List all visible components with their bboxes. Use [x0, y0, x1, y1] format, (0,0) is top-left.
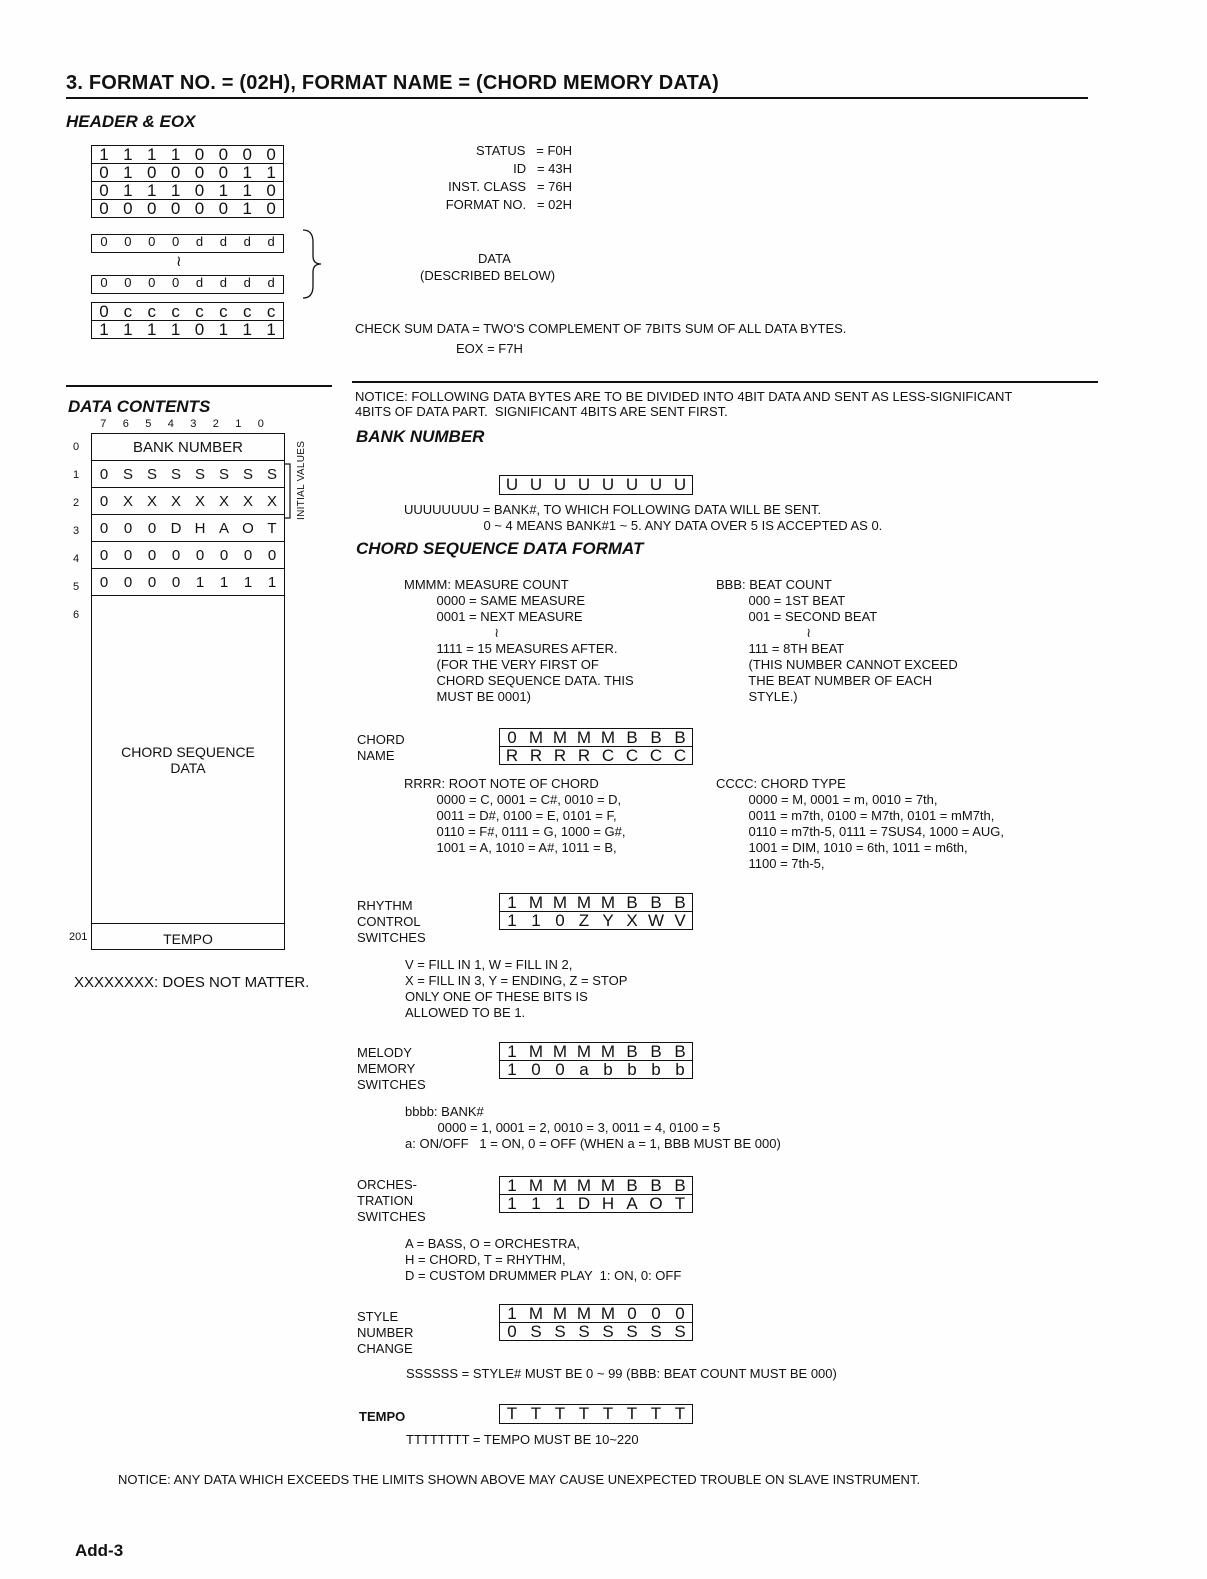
bit-cell: 0 — [194, 320, 205, 339]
bit-cell: 0 — [218, 145, 229, 164]
eox-label: EOX = F7H — [456, 341, 523, 356]
bit-cell: B — [674, 893, 686, 912]
bit-cell: M — [600, 1176, 616, 1195]
bit-cell: V — [674, 911, 686, 930]
chord-sequence-cell — [92, 596, 284, 924]
bit-cell: 0 — [170, 199, 181, 218]
chord-type-desc: CCCC: CHORD TYPE 0000 = M, 0001 = m, 0010 = 7th, 0011 = m7th, 0100 = M7th, 0101 = mM7th, 0110 = m7th-5, 0111 = 7SUS4, 1000 = AUG, 1001 = DIM, 1010 = 6th, 1011 = m6th, 1100 = 7th-5, — [716, 776, 1004, 871]
bit-cell: 1 — [146, 145, 157, 164]
data-row — [92, 569, 284, 596]
bit-cell: 0 — [99, 163, 109, 182]
bit-cell: 1 — [531, 911, 541, 930]
tempo-label: TEMPO — [359, 1409, 406, 1424]
bank-desc: UUUUUUUU = BANK#, TO WHICH FOLLOWING DATA WILL BE SENT. 0 ~ 4 MEANS BANK#1 ~ 5. ANY DATA OVER 5 IS ACCEPTED AS 0. — [404, 502, 883, 533]
bit-cell: 0 — [194, 181, 205, 200]
bit-cell: S — [242, 465, 253, 483]
rhythm-label: RHYTHM CONTROL SWITCHES — [357, 898, 426, 945]
row-num: 0 — [73, 441, 80, 453]
bit-cell: 1 — [507, 1194, 517, 1213]
bit-cell: S — [266, 465, 277, 483]
bit-cell: 1 — [507, 911, 517, 930]
bit-cell: M — [552, 1042, 568, 1061]
bit-cell: b — [675, 1060, 685, 1079]
bit-cell: 1 — [507, 893, 517, 912]
bit-cell: S — [602, 1322, 614, 1341]
bit-cell: U — [505, 475, 519, 494]
inst-class-label: INST. CLASS = 76H — [448, 179, 572, 194]
bit-cell: B — [650, 728, 662, 747]
bit-cell: R — [529, 746, 543, 765]
data-row — [92, 542, 284, 569]
beat-count-desc: BBB: BEAT COUNT 000 = 1ST BEAT 001 = SECOND BEAT ≀ 111 = 8TH BEAT (THIS NUMBER CANNOT EXCEED THE BEAT NUMBER OF EACH STYLE.) — [716, 577, 958, 704]
bit-cell: 0 — [555, 911, 565, 930]
bit-cell: M — [552, 728, 568, 747]
bit-cell: U — [601, 475, 615, 494]
tempo-desc: TTTTTTTT = TEMPO MUST BE 10~220 — [406, 1432, 639, 1447]
bit-cell: T — [554, 1404, 566, 1423]
bit-cell: T — [578, 1404, 590, 1423]
bit-cell: 0 — [507, 1322, 517, 1341]
bit-cell: 1 — [555, 1194, 565, 1213]
bit-cell: T — [650, 1404, 662, 1423]
chord-sequence-label: CHORD SEQUENCE — [121, 744, 255, 760]
id-label: ID = 43H — [513, 161, 572, 176]
bank-number-heading: BANK NUMBER — [356, 427, 485, 446]
measure-count-desc: MMMM: MEASURE COUNT 0000 = SAME MEASURE 0001 = NEXT MEASURE ≀ 1111 = 15 MEASURES AFTER. (FOR THE VERY FIRST OF CHORD SEQUENCE DATA. THIS MUST BE 0001) — [404, 577, 634, 704]
bit-cell: S — [626, 1322, 638, 1341]
bit-cell: A — [626, 1194, 638, 1213]
rhythm-bits — [499, 893, 693, 930]
bit-cell: S — [146, 465, 157, 483]
bit-cell: B — [626, 1042, 638, 1061]
bit-cell: 0 — [100, 275, 108, 290]
bit-cell: 1 — [218, 181, 229, 200]
bit-cell: M — [552, 893, 568, 912]
bit-cell: H — [194, 519, 206, 537]
bit-cell: S — [194, 465, 205, 483]
bit-cell: B — [674, 1042, 686, 1061]
bit-cell: U — [577, 475, 591, 494]
bit-cell: B — [674, 1176, 686, 1195]
bit-cell: d — [219, 275, 227, 290]
bit-cell: 1 — [242, 320, 252, 339]
bit-cell: X — [194, 492, 205, 510]
bit-cell: 0 — [171, 546, 181, 564]
data-row — [92, 488, 284, 515]
bit-cell: Z — [578, 911, 590, 930]
bit-cell: 1 — [170, 145, 181, 164]
orchestration-bits — [499, 1176, 693, 1213]
bit-cell: d — [195, 234, 204, 249]
bit-cell: 0 — [99, 199, 109, 218]
bit-cell: 0 — [170, 163, 181, 182]
bit-cell: R — [577, 746, 591, 765]
bit-cell: 0 — [99, 181, 109, 200]
bit-cell: 0 — [124, 234, 132, 249]
bit-cell: B — [650, 893, 662, 912]
style-bits — [499, 1304, 693, 1341]
bit-cell: T — [674, 1404, 686, 1423]
row-num: 3 — [73, 525, 80, 537]
tilde-mark: ≀ — [176, 253, 182, 270]
bit-cell: O — [242, 519, 254, 537]
bank-number-cell: BANK NUMBER — [132, 438, 244, 456]
col-num: 2 — [212, 418, 219, 430]
bit-cell: B — [626, 728, 638, 747]
right-rule — [352, 381, 1098, 383]
bit-cell: U — [649, 475, 663, 494]
bit-cell: b — [603, 1060, 613, 1079]
bit-cell: 0 — [218, 163, 229, 182]
bit-cell: 1 — [218, 320, 229, 339]
bit-cell: M — [576, 728, 592, 747]
bit-cell: 1 — [507, 1060, 517, 1079]
bit-cell: d — [219, 234, 227, 249]
bit-cell: X — [122, 492, 133, 510]
data-desc-label: (DESCRIBED BELOW) — [420, 268, 556, 283]
bit-cell: B — [674, 728, 686, 747]
bit-cell: b — [651, 1060, 661, 1079]
row-num: 201 — [69, 931, 88, 943]
bit-cell: U — [625, 475, 639, 494]
bit-cell: Y — [602, 911, 614, 930]
bit-cell: 0 — [531, 1060, 541, 1079]
bit-cell: 0 — [651, 1304, 661, 1323]
bit-row — [500, 746, 692, 764]
bit-cell: 0 — [171, 234, 180, 249]
tempo-cell: TEMPO — [163, 931, 213, 947]
bit-cell: 1 — [123, 145, 133, 164]
orchestration-label: ORCHES- TRATION SWITCHES — [357, 1177, 426, 1224]
row-num: 6 — [73, 609, 80, 621]
bit-cell: 1 — [219, 573, 229, 591]
bit-row — [500, 1322, 692, 1340]
bit-cell: 0 — [123, 199, 133, 218]
bit-cell: 0 — [99, 546, 109, 564]
data-contents-table — [91, 433, 285, 950]
bit-cell: 1 — [243, 573, 253, 591]
status-label: STATUS = F0H — [476, 143, 572, 158]
bit-cell: U — [673, 475, 687, 494]
bit-cell: A — [218, 519, 229, 537]
data-contents-heading: DATA CONTENTS — [68, 397, 211, 416]
style-label: STYLE NUMBER CHANGE — [357, 1309, 414, 1356]
byte-row — [92, 146, 283, 163]
checksum-label: CHECK SUM DATA = TWO'S COMPLEMENT OF 7BITS SUM OF ALL DATA BYTES. — [355, 321, 847, 336]
bit-cell: c — [123, 302, 133, 321]
col-num: 1 — [235, 418, 242, 430]
bit-cell: M — [600, 893, 616, 912]
style-desc: SSSSSS = STYLE# MUST BE 0 ~ 99 (BBB: BEAT COUNT MUST BE 000) — [406, 1366, 837, 1381]
melody-label: MELODY MEMORY SWITCHES — [357, 1045, 426, 1092]
bit-cell: 1 — [146, 181, 157, 200]
bit-cell: C — [649, 746, 663, 765]
bit-cell: S — [578, 1322, 590, 1341]
bit-cell: 0 — [99, 519, 109, 537]
byte-row — [92, 303, 283, 320]
bit-cell: 0 — [218, 199, 229, 218]
format-no-label: FORMAT NO. = 02H — [445, 197, 572, 212]
notice-top: NOTICE: FOLLOWING DATA BYTES ARE TO BE DIVIDED INTO 4BIT DATA AND SENT AS LESS-SIGNIFICANT 4BITS OF DATA PART. SIGNIFICANT 4BITS ARE SENT FIRST. — [355, 389, 1013, 419]
bit-cell: 0 — [148, 234, 156, 249]
bit-cell: 0 — [147, 546, 157, 564]
bit-cell: 0 — [147, 573, 157, 591]
bit-cell: B — [626, 893, 638, 912]
row-num: 4 — [73, 553, 80, 565]
bit-cell: 1 — [507, 1042, 517, 1061]
bit-row — [500, 1043, 692, 1060]
col-num: 4 — [167, 418, 174, 430]
bit-cell: T — [626, 1404, 638, 1423]
bit-cell: X — [170, 492, 181, 510]
bit-cell: a — [579, 1060, 589, 1079]
byte-row — [92, 181, 283, 199]
bit-cell: d — [267, 234, 275, 249]
bit-cell: 0 — [99, 302, 109, 321]
bit-cell: X — [266, 492, 277, 510]
bit-row — [500, 911, 692, 929]
bit-cell: 0 — [243, 546, 253, 564]
bank-number-row — [92, 434, 284, 461]
bit-cell: c — [147, 302, 156, 321]
initial-values-bracket — [282, 462, 296, 522]
row-num: 5 — [73, 581, 80, 593]
bit-cell: M — [600, 1304, 616, 1323]
bit-cell: 1 — [170, 320, 181, 339]
bit-cell: c — [242, 302, 252, 321]
chord-sequence-label2: DATA — [170, 760, 206, 776]
col-num: 7 — [100, 418, 107, 430]
bit-cell: S — [554, 1322, 566, 1341]
bit-cell: 1 — [123, 320, 133, 339]
bit-cell: 1 — [242, 163, 252, 182]
bit-cell: d — [267, 275, 275, 290]
melody-bits — [499, 1042, 693, 1079]
bit-cell: D — [170, 519, 182, 537]
bit-cell: 0 — [242, 145, 252, 164]
bit-cell: 0 — [146, 199, 157, 218]
bit-cell: M — [528, 1176, 544, 1195]
bit-cell: T — [674, 1194, 686, 1213]
bit-cell: 1 — [123, 181, 133, 200]
col-num: 5 — [145, 418, 152, 430]
bit-cell: 1 — [123, 163, 133, 182]
bit-row — [500, 1194, 692, 1212]
bit-cell: 0 — [555, 1060, 565, 1079]
bit-cell: 1 — [266, 320, 276, 339]
header-bytes-box — [91, 145, 284, 218]
title-rule — [66, 97, 1088, 99]
bit-cell: B — [626, 1176, 638, 1195]
col-num: 3 — [190, 418, 197, 430]
data-brace — [295, 228, 325, 300]
chord-name-bits — [499, 728, 693, 765]
bit-cell: 1 — [170, 181, 181, 200]
row-num: 2 — [73, 497, 80, 509]
bit-cell: 0 — [266, 145, 276, 164]
bit-cell: T — [506, 1404, 518, 1423]
page-title: 3. FORMAT NO. = (02H), FORMAT NAME = (CHORD MEMORY DATA) — [66, 72, 720, 94]
bit-cell: 0 — [195, 546, 205, 564]
data-row — [92, 515, 284, 542]
bit-cell: c — [219, 302, 228, 321]
bit-cell: M — [528, 1042, 544, 1061]
bit-cell: S — [218, 465, 229, 483]
bit-cell: 0 — [219, 546, 229, 564]
bit-cell: c — [266, 302, 276, 321]
bit-cell: d — [243, 275, 251, 290]
bit-cell: d — [195, 275, 204, 290]
bit-row — [500, 729, 692, 746]
bit-cell: D — [577, 1194, 591, 1213]
orchestration-desc: A = BASS, O = ORCHESTRA, H = CHORD, T = RHYTHM, D = CUSTOM DRUMMER PLAY 1: ON, 0: OFF — [405, 1236, 682, 1283]
bit-cell: T — [602, 1404, 614, 1423]
bit-cell: 1 — [266, 163, 276, 182]
bit-cell: S — [170, 465, 181, 483]
bit-cell: M — [528, 1304, 544, 1323]
bit-row — [500, 1060, 692, 1078]
data-byte-first — [91, 234, 284, 253]
root-note-desc: RRRR: ROOT NOTE OF CHORD 0000 = C, 0001 = C#, 0010 = D, 0011 = D#, 0100 = E, 0101 = F, 0110 = F#, 0111 = G, 1000 = G#, 1001 = A, 1010 = A#, 1011 = B, — [404, 776, 626, 855]
bit-cell: 0 — [99, 573, 109, 591]
notice-bottom: NOTICE: ANY DATA WHICH EXCEEDS THE LIMITS SHOWN ABOVE MAY CAUSE UNEXPECTED TROUBLE ON SLAVE INSTRUMENT. — [118, 1472, 921, 1487]
bit-row — [500, 894, 692, 911]
bit-cell: 1 — [267, 573, 277, 591]
checksum-bytes-box — [91, 302, 284, 339]
bit-cell: 0 — [267, 546, 277, 564]
bit-cell: M — [552, 1176, 568, 1195]
bit-cell: 1 — [99, 320, 109, 339]
bit-column-numbers — [92, 418, 272, 430]
row-num: 1 — [73, 469, 80, 481]
bit-cell: 0 — [147, 519, 157, 537]
bit-cell: b — [627, 1060, 637, 1079]
bit-cell: 0 — [123, 519, 133, 537]
bit-cell: 1 — [242, 181, 252, 200]
bit-cell: U — [529, 475, 543, 494]
bit-cell: S — [530, 1322, 542, 1341]
chord-name-label: CHORD NAME — [357, 732, 405, 763]
bit-cell: 0 — [194, 199, 205, 218]
bit-cell: M — [576, 1304, 592, 1323]
data-byte-last — [91, 275, 284, 294]
does-not-matter-note: XXXXXXXX: DOES NOT MATTER. — [74, 974, 310, 991]
bit-cell: C — [601, 746, 615, 765]
bit-cell: U — [553, 475, 567, 494]
melody-desc: bbbb: BANK# 0000 = 1, 0001 = 2, 0010 = 3, 0011 = 4, 0100 = 5 a: ON/OFF 1 = ON, 0 = OFF (WHEN a = 1, BBB MUST BE 000) — [405, 1104, 781, 1151]
bit-cell: 0 — [194, 145, 205, 164]
initial-values-label: INITIAL VALUES — [296, 440, 307, 520]
bit-cell: M — [528, 893, 544, 912]
bit-cell: 0 — [171, 573, 181, 591]
bit-cell: S — [650, 1322, 662, 1341]
bit-cell: M — [600, 1042, 616, 1061]
bit-row — [500, 1305, 692, 1322]
bit-cell: 0 — [146, 163, 157, 182]
bit-cell: 1 — [507, 1304, 517, 1323]
bit-cell: T — [530, 1404, 542, 1423]
rhythm-desc: V = FILL IN 1, W = FILL IN 2, X = FILL IN 3, Y = ENDING, Z = STOP ONLY ONE OF THESE BITS IS ALLOWED TO BE 1. — [405, 957, 628, 1020]
bit-cell: 0 — [99, 492, 109, 510]
bit-cell: 1 — [242, 199, 252, 218]
bit-row — [500, 1177, 692, 1194]
bit-cell: M — [576, 1042, 592, 1061]
bit-cell: W — [647, 911, 665, 930]
tempo-bits — [499, 1404, 693, 1424]
bit-cell: M — [528, 728, 544, 747]
bit-cell: B — [650, 1176, 662, 1195]
data-row — [92, 461, 284, 488]
bit-cell: M — [576, 893, 592, 912]
bit-cell: R — [553, 746, 567, 765]
byte-row — [92, 199, 283, 217]
page-number: Add-3 — [75, 1541, 124, 1560]
byte-row — [92, 163, 283, 181]
bit-cell: M — [600, 728, 616, 747]
bit-cell: M — [552, 1304, 568, 1323]
bit-cell: X — [626, 911, 638, 930]
bit-cell: 0 — [675, 1304, 685, 1323]
byte-row — [92, 320, 283, 338]
bit-cell: X — [242, 492, 253, 510]
bit-cell: C — [625, 746, 639, 765]
col-num: 6 — [122, 418, 129, 430]
bit-cell: X — [218, 492, 229, 510]
bit-cell: 0 — [266, 181, 276, 200]
bit-cell: 1 — [195, 573, 205, 591]
bit-cell: 0 — [123, 573, 133, 591]
bit-cell: 1 — [507, 1176, 517, 1195]
bit-cell: X — [146, 492, 157, 510]
left-rule — [66, 385, 332, 387]
data-label: DATA — [478, 251, 511, 266]
chord-sequence-heading: CHORD SEQUENCE DATA FORMAT — [356, 539, 644, 558]
bit-cell: 0 — [171, 275, 180, 290]
bit-cell: 0 — [507, 728, 517, 747]
bit-cell: H — [601, 1194, 615, 1213]
bit-cell: 1 — [531, 1194, 541, 1213]
bit-cell: R — [505, 746, 519, 765]
header-eox-heading: HEADER & EOX — [66, 112, 196, 131]
bit-cell: 0 — [123, 546, 133, 564]
bank-bits — [499, 475, 693, 495]
bit-cell: c — [171, 302, 180, 321]
bit-cell: O — [649, 1194, 663, 1213]
bit-cell: B — [650, 1042, 662, 1061]
bit-cell: M — [576, 1176, 592, 1195]
bit-cell: 0 — [148, 275, 156, 290]
bit-cell: 1 — [99, 145, 109, 164]
bit-cell: 0 — [194, 163, 205, 182]
bit-cell: T — [267, 519, 277, 537]
bit-cell: C — [673, 746, 687, 765]
bit-cell: 0 — [100, 234, 108, 249]
bit-cell: d — [243, 234, 251, 249]
bit-cell: 1 — [146, 320, 157, 339]
bit-cell: S — [674, 1322, 686, 1341]
bit-cell: 0 — [99, 465, 109, 483]
bit-cell: 0 — [266, 199, 276, 218]
bit-cell: S — [122, 465, 133, 483]
bit-cell: 0 — [124, 275, 132, 290]
bit-cell: c — [195, 302, 204, 321]
bit-cell: 0 — [627, 1304, 637, 1323]
col-num: 0 — [257, 418, 264, 430]
